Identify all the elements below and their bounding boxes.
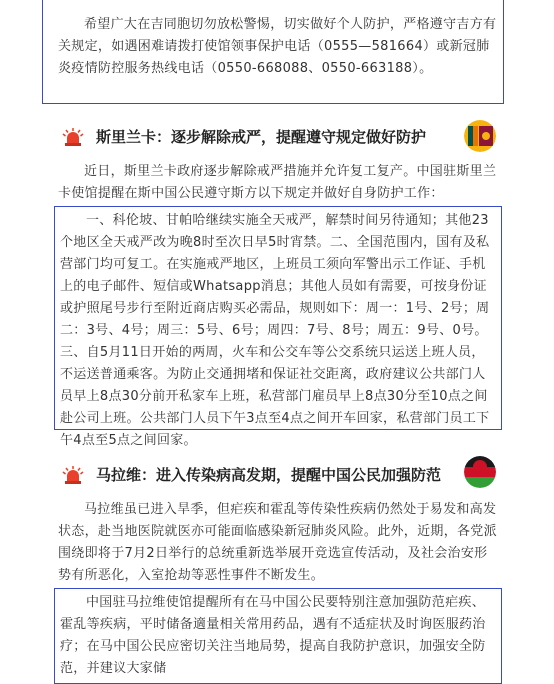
- notice-text-malawi: 中国驻马拉维使馆提醒所有在马中国公民要特别注意加强防范疟疾、霍乱等疾病，平时储备適量相关常用药品，遇有不适症状及时询医服药治疗；在马中国公民应密切关注当地局势，提高自我防护意识，加强安全防范，并建议大家储: [60, 595, 486, 676]
- section-title-malawi: 马拉维：进入传染病高发期，提醒中国公民加强防范: [96, 466, 442, 484]
- intro-text-malawi: 马拉维虽已进入旱季，但疟疾和霍乱等传染性疾病仍然处于易发和高发状态，赴当地医院就医亦可能面临感染新冠肺炎风险。此外，近期，各党派围绕即将于7月2日举行的总统重新选举展开竞选宣传活动，及社会治安形势有所恶化，入室抢劫等恶性事件不断发生。: [58, 502, 497, 583]
- notice-text-top: 希望广大在吉同胞切勿放松警惕，切实做好个人防护，严格遵守吉方有关规定，如遇困难请拨打使馆领事保护电话（0555—581664）或新冠肺炎疫情防控服务热线电话（0550-668088、0550-663188）。: [58, 17, 497, 76]
- intro-text-sri-lanka: 近日，斯里兰卡政府逐步解除戒严措施并允许复工复产。中国驻斯里兰卡使馆提醒在斯中国公民遵守斯方以下规定并做好自身防护工作：: [58, 164, 497, 201]
- alarm-light-icon: [62, 128, 84, 146]
- section-title-sri-lanka: 斯里兰卡：逐步解除戒严，提醒遵守规定做好防护: [96, 128, 427, 146]
- malawi-flag-icon: [464, 456, 496, 488]
- notice-text-sri-lanka: 一、科伦坡、甘帕哈继续实施全天戒严，解禁时间另待通知；其他23个地区全天戒严改为晚8时至次日早5时宵禁。二、全国范围内，国有及私营部门均可复工。在实施戒严地区，上班员工须向军警出示工作证、手机上的电子邮件、短信或Whatsapp消息；其他人员如有需要，可按身份证或护照尾号步行至附近商店购买必需品，规则如下：周一：1号、2号；周二：3号、4号；周三：5号、6号；周四：7号、8号；周五：9号、0号。三、自5月11日开始的两周，火车和公交车等公交系统只运送上班人员，不运送普通乘客。为防止交通拥堵和保证社交距离，政府建议公共部门人员早上8点30分前开私家车上班，私营部门雇员早上8点30分至10点之间赴公司上班。公共部门人员下午3点至4点之间开车回家，私营部门员工下午4点至5点之间回家。: [60, 213, 490, 448]
- sri-lanka-flag-icon: [464, 120, 496, 152]
- alarm-light-icon: [62, 466, 84, 484]
